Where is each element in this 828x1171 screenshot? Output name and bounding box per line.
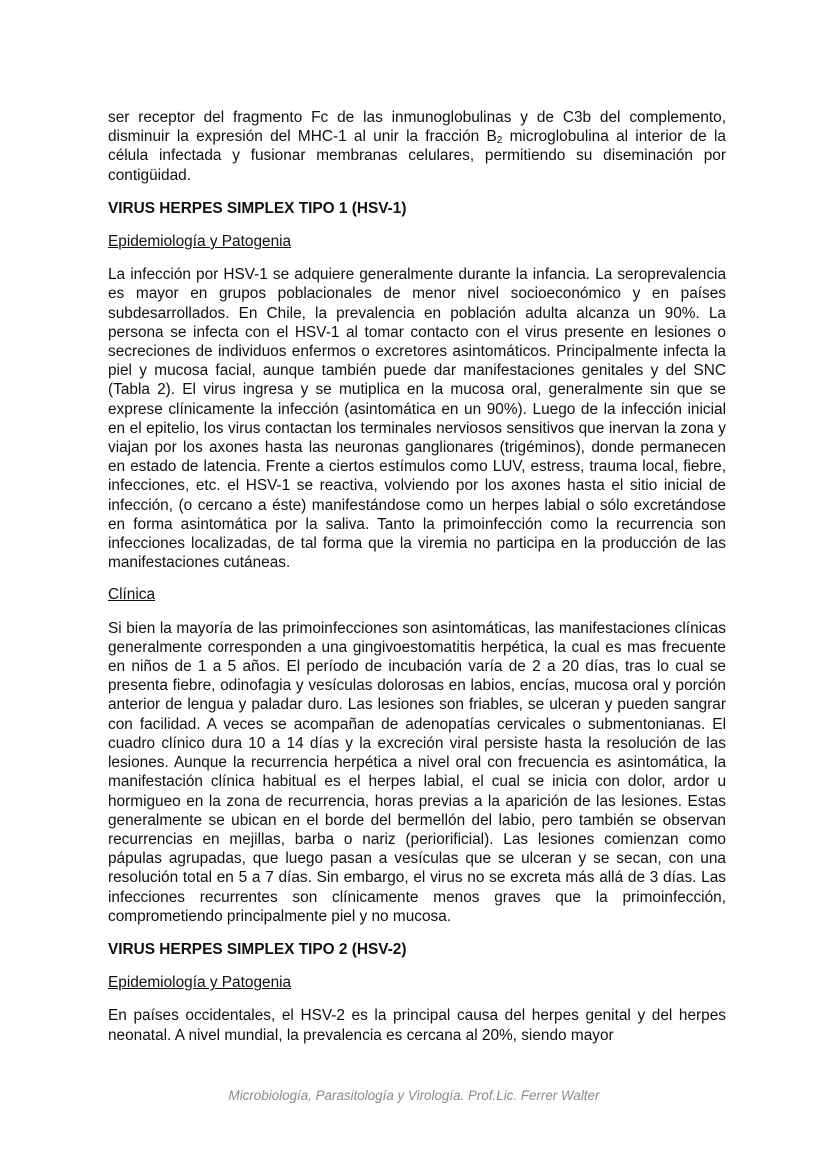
intro-text-a: ser receptor del fragmento Fc de las inmunoglobulinas y de C3b del complemento, disminuir la expresión del MHC-1 al unir la fracción B — [108, 109, 726, 146]
page-footer: Microbiología, Parasitología y Virología. Prof.Lic. Ferrer Walter — [228, 1088, 600, 1103]
hsv1-epidemiology-text: La infección por HSV-1 se adquiere generalmente durante la infancia. La seroprevalencia es mayor en grupos poblacionales de menor nivel socioeconómico y en países subdesarrollados. En Chile, la prevalencia en población adulta alcanza un 90%. La persona se infecta con el HSV-1 al tomar contacto con el virus presente en lesiones o secreciones de individuos enfermos o excretores asintomáticos. Principalmente infecta la piel y mucosa facial, aunque también puede dar manifestaciones genitales y del SNC (Tabla 2). El virus ingresa y se mutiplica en la mucosa oral, generalmente sin que se exprese clínicamente la infección (asintomática en un 90%). Luego de la infección inicial en el epitelio, los virus contactan los terminales nerviosos sensitivos que inervan la zona y viajan por los axones hasta las neuronas ganglionares (trigéminos), donde permanecen en estado de latencia. Frente a ciertos estímulos como LUV, estress, trauma local, fiebre, infecciones, etc. el HSV-1 se reactiva, volviendo por los axones hasta el sitio inicial de infección, (o cercano a éste) manifestándose como un herpes labial o sólo excretándose en forma asintomática por la saliva. Tanto la primoinfección como la recurrencia son infecciones localizadas, de tal forma que la viremia no participa en la producción de las manifestaciones cutáneas. — [108, 266, 726, 572]
hsv1-clinica-heading: Clínica — [108, 586, 156, 604]
hsv2-title: VIRUS HERPES SIMPLEX TIPO 2 (HSV-2) — [108, 940, 407, 958]
intro-paragraph — [108, 108, 726, 185]
hsv1-title: VIRUS HERPES SIMPLEX TIPO 1 (HSV-1) — [108, 199, 407, 217]
intro-text-b: microglobulina al interior de la célula infectada y fusionar membranas celulares, permitiendo su diseminación por contigüidad. — [108, 128, 726, 184]
intro-subscript: 2 — [496, 135, 503, 147]
hsv1-clinica-text: Si bien la mayoría de las primoinfecciones son asintomáticas, las manifestaciones clínicas generalmente corresponden a una gingivoestomatitis herpética, la cual es mas frecuente en niños de 1 a 5 años. El período de incubación varía de 2 a 20 días, tras lo cual se presenta fiebre, odinofagia y vesículas dolorosas en labios, encías, mucosa oral y porción anterior de lengua y paladar duro. Las lesiones son friables, se ulceran y pueden sangrar con facilidad. A veces se acompañan de adenopatías cervicales o submentonianas. El cuadro clínico dura 10 a 14 días y la excreción viral persiste hasta la resolución de las lesiones. Aunque la recurrencia herpética a nivel oral con frecuencia es asintomática, la manifestación clínica habitual es el herpes labial, el cual se inicia con dolor, ardor u hormigueo en la zona de recurrencia, horas previas a la aparición de las lesiones. Estas generalmente se ubican en el borde del bermellón del labio, pero también se observan recurrencias en mejillas, barba o nariz (periorificial). Las lesiones comienzan como pápulas agrupadas, que luego pasan a vesículas que se ulceran y se secan, con una resolución total en 5 a 7 días. Sin embargo, el virus no se excreta más allá de 3 días. Las infecciones recurrentes son clínicamente menos graves que la primoinfección, comprometiendo principalmente piel y no mucosa. — [108, 619, 726, 925]
hsv2-epidemiology-heading: Epidemiología y Patogenia — [108, 974, 292, 992]
hsv1-epidemiology-heading: Epidemiología y Patogenia — [108, 233, 292, 251]
document-page — [108, 108, 726, 1045]
hsv2-epidemiology-text: En países occidentales, el HSV-2 es la principal causa del herpes genital y del herpes neonatal. A nivel mundial, la prevalencia es cercana al 20%, siendo mayor — [108, 1007, 726, 1044]
